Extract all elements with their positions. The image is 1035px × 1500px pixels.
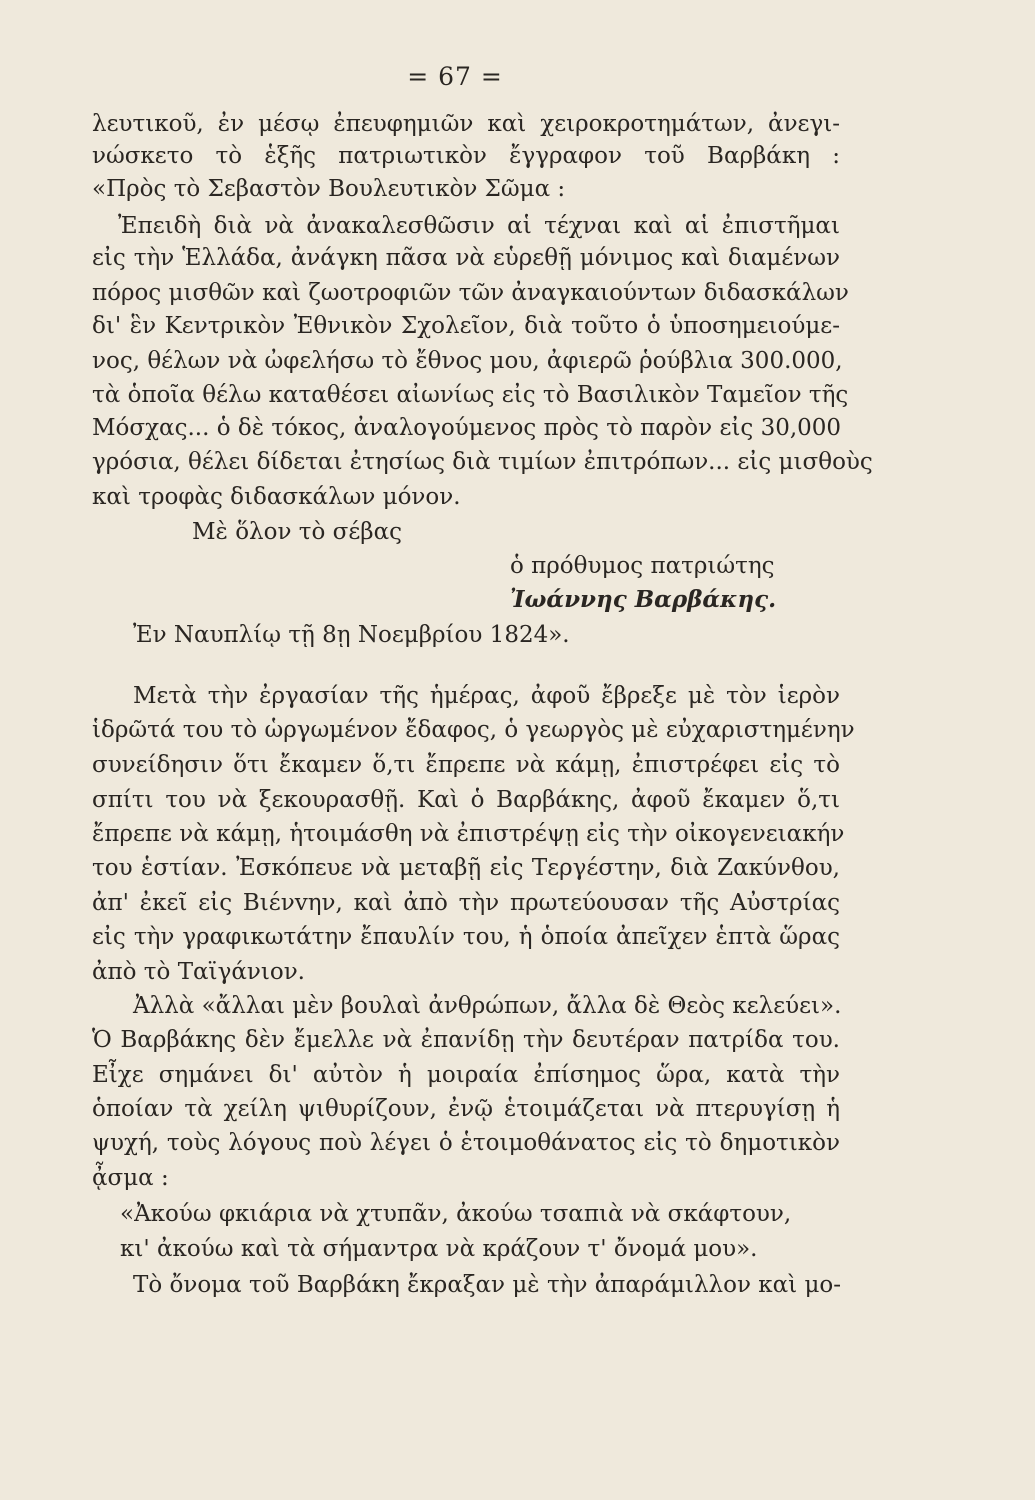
text-line: Μετὰ τὴν ἐργασίαν τῆς ἡμέρας, ἀφοῦ ἔβρεξε μὲ τὸν ἱερὸν <box>133 683 840 709</box>
text-line: δι' ἓν Κεντρικὸν Ἐθνικὸν Σχολεῖον, διὰ τοῦτο ὁ ὑποσημειούμε- <box>92 313 840 339</box>
text-line: γρόσια, θέλει δίδεται ἐτησίως διὰ τιμίων ἐπιτρόπων... εἰς μισθοὺς <box>92 449 873 475</box>
text-line: ᾆσμα : <box>92 1165 169 1191</box>
text-line: σπίτι του νὰ ξεκουρασθῇ. Καὶ ὁ Βαρβάκης, ἀφοῦ ἔκαμεν ὅ,τι <box>92 787 840 813</box>
closing-line: Μὲ ὅλον τὸ σέβας <box>192 519 402 545</box>
text-line: «Πρὸς τὸ Σεβαστὸν Βουλευτικὸν Σῶμα : <box>92 176 566 202</box>
signature-name: Ἰωάννης Βαρβάκης. <box>510 586 777 613</box>
text-line: Τὸ ὄνομα τοῦ Βαρβάκη ἔκραξαν μὲ τὴν ἀπαράμιλλον καὶ μο- <box>133 1272 842 1298</box>
text-line: ἱδρῶτά του τὸ ὡργωμένον ἔδαφος, ὁ γεωργὸς μὲ εὐχαριστημένην <box>92 717 855 743</box>
text-line: νώσκετο τὸ ἑξῆς πατριωτικὸν ἔγγραφον τοῦ Βαρβάκη : <box>92 143 840 169</box>
text-line: συνείδησιν ὅτι ἔκαμεν ὅ,τι ἔπρεπε νὰ κάμῃ, ἐπιστρέφει εἰς τὸ <box>92 752 840 778</box>
text-line: εἰς τὴν γραφικωτάτην ἔπαυλίν του, ἡ ὁποία ἀπεῖχεν ἑπτὰ ὥρας <box>92 924 840 950</box>
text-line: ἔπρεπε νὰ κάμῃ, ἡτοιμάσθη νὰ ἐπιστρέψῃ εἰς τὴν οἰκογενειακήν <box>92 821 845 847</box>
signature-line: ὁ πρόθυμος πατριώτης <box>510 553 775 579</box>
text-line: Ἀλλὰ «ἄλλαι μὲν βουλαὶ ἀνθρώπων, ἄλλα δὲ Θεὸς κελεύει». <box>133 993 842 1019</box>
text-line: εἰς τὴν Ἑλλάδα, ἀνάγκη πᾶσα νὰ εὑρεθῇ μόνιμος καὶ διαμένων <box>92 245 840 271</box>
verse-line: κι' ἀκούω καὶ τὰ σήμαντρα νὰ κράζουν τ' ὄνομά μου». <box>120 1236 758 1262</box>
text-line: ὁποίαν τὰ χείλη ψιθυρίζουν, ἐνῷ ἑτοιμάζεται νὰ πτερυγίσῃ ἡ <box>92 1096 840 1122</box>
text-line: του ἑστίαν. Ἐσκόπευε νὰ μεταβῇ εἰς Τεργέστην, διὰ Ζακύνθου, <box>92 855 840 881</box>
page-number: = 67 = <box>407 62 503 91</box>
text-line: Ἐπειδὴ διὰ νὰ ἀνακαλεσθῶσιν αἱ τέχναι καὶ αἱ ἐπιστῆμαι <box>118 213 840 239</box>
text-line: Εἶχε σημάνει δι' αὐτὸν ἡ μοιραία ἐπίσημος ὥρα, κατὰ τὴν <box>92 1062 840 1088</box>
text-line: νος, θέλων νὰ ὠφελήσω τὸ ἔθνος μου, ἀφιερῶ ῥούβλια 300.000, <box>92 348 843 374</box>
text-line: πόρος μισθῶν καὶ ζωοτροφιῶν τῶν ἀναγκαιούντων διδασκάλων <box>92 280 849 306</box>
text-line: ψυχή, τοὺς λόγους ποὺ λέγει ὁ ἑτοιμοθάνατος εἰς τὸ δημοτικὸν <box>92 1130 840 1156</box>
text-line: ἀπ' ἐκεῖ εἰς Βιένvην, καὶ ἀπὸ τὴν πρωτεύουσαν τῆς Αὐστρίας <box>92 890 840 916</box>
text-line: τὰ ὁποῖα θέλω καταθέσει αἰωνίως εἰς τὸ Βασιλικὸν Ταμεῖον τῆς <box>92 382 849 408</box>
verse-line: «Ἀκούω φκιάρια νὰ χτυπᾶν, ἀκούω τσαπιὰ νὰ σκάφτουν, <box>120 1201 792 1227</box>
text-line: καὶ τροφὰς διδασκάλων μόνον. <box>92 484 461 510</box>
text-line: λευτικοῦ, ἐν μέσῳ ἐπευφημιῶν καὶ χειροκροτημάτων, ἀνεγι- <box>92 111 840 137</box>
text-line: ἀπὸ τὸ Ταϊγάνιον. <box>92 959 305 985</box>
date-line: Ἐν Ναυπλίῳ τῇ 8ῃ Νοεμβρίου 1824». <box>133 622 570 648</box>
text-line: Μόσχας... ὁ δὲ τόκος, ἀναλογούμενος πρὸς τὸ παρὸν εἰς 30,000 <box>92 415 842 441</box>
text-line: Ὁ Βαρβάκης δὲν ἔμελλε νὰ ἐπανίδῃ τὴν δευτέραν πατρίδα του. <box>92 1027 840 1053</box>
